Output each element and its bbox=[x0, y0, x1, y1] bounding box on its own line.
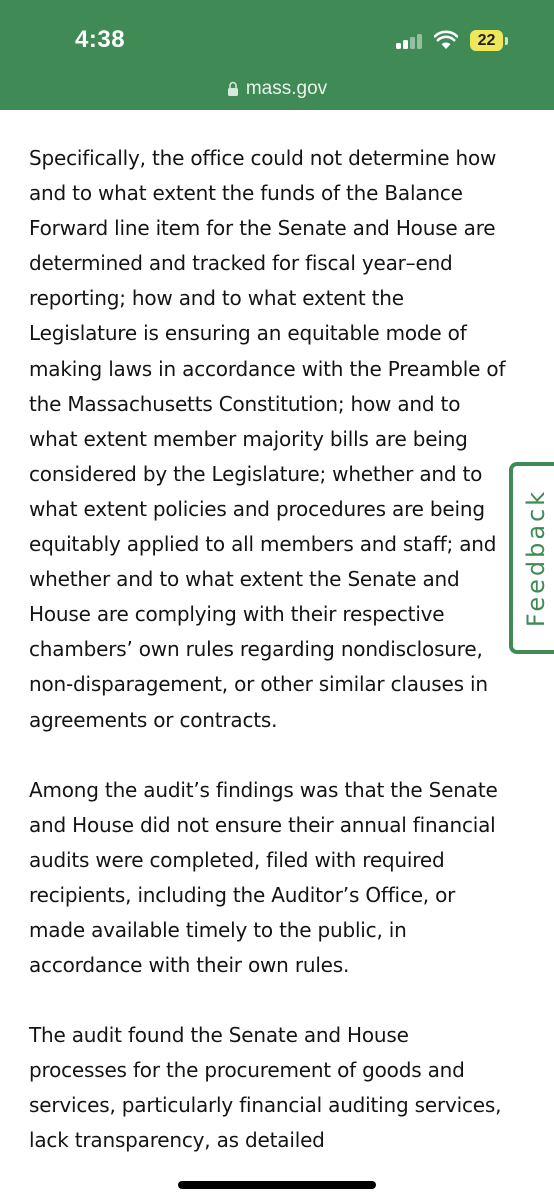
url-text: mass.gov bbox=[245, 78, 328, 99]
article-paragraph: Among the audit’s findings was that the Senate and House did not ensure their annual financial audits were completed, filed with required recipients, including the Auditor’s Office, or made available timely to the public, in accordance with their own rules. bbox=[29, 777, 498, 978]
article-content bbox=[29, 141, 509, 1159]
wifi-icon bbox=[434, 30, 458, 50]
lock-icon bbox=[227, 81, 239, 97]
feedback-label: Feedback bbox=[522, 488, 550, 628]
battery-icon bbox=[470, 30, 503, 51]
article-paragraph: The audit found the Senate and House processes for the procurement of goods and services, particularly financial auditing services, lack transparency, as detailed bbox=[29, 1023, 502, 1153]
battery-tip bbox=[505, 37, 508, 45]
home-indicator[interactable] bbox=[178, 1181, 376, 1189]
url-bar[interactable] bbox=[0, 76, 554, 102]
status-time: 4:38 bbox=[75, 26, 126, 53]
status-bar bbox=[0, 0, 554, 110]
article-paragraph: Specifically, the office could not determine how and to what extent the funds of the Balance Forward line item for the Senate and House are determined and tracked for fiscal year–end reporting; how and to what extent the Legislature is ensuring an equitable mode of making laws in accordance with the Preamble of the Massachusetts Constitution; how and to what extent member majority bills are being considered by the Legislature; whether and to what extent policies and procedures are being equitably applied to all members and staff; and whether and to what extent the Senate and House are complying with their respective chambers’ own rules regarding nondisclosure, non-disparagement, or other similar clauses in agreements or contracts. bbox=[29, 146, 506, 732]
battery-level: 22 bbox=[477, 32, 496, 49]
signal-icon bbox=[396, 33, 422, 49]
feedback-button[interactable] bbox=[509, 462, 554, 654]
